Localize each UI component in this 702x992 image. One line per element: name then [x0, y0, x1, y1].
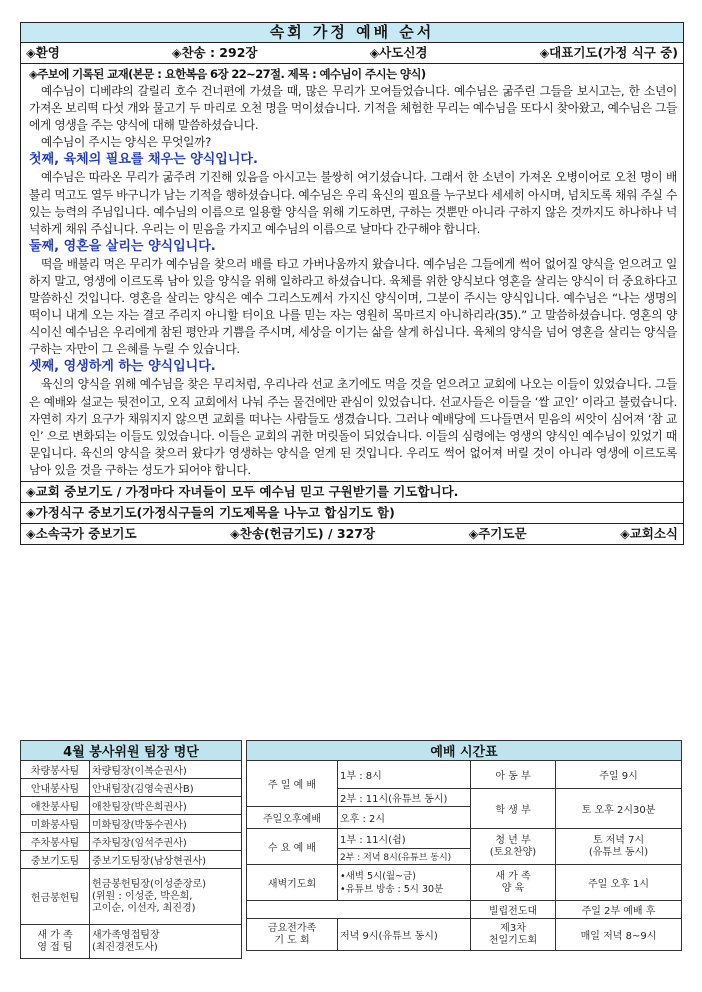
sermon-paragraph: 떡을 배불리 먹은 무리가 예수님을 찾으러 배를 타고 가버나움까지 왔습니다. 예수님은 그들에게 썩어 없어질 양식을 얻으려고 일하지 말고, 영생에 이르도록 남아 있을 양식을 위해 일하라고 하셨습니다. 육체를 위한 양식보다 영혼을 살리는 양식이 더 중요하다고 말씀하신 것입니다. 영혼을 살리는 양식은 예수 그리스도께서 가지신 양식이며, 그분이 주시는 양식입니다. 예수님은 “나는 생명의 떡이니 내게 오는 자는 결코 주리지 아니할 터이요 나를 믿는 자는 영원히 목마르지 아니하리라(35).” 고 말씀하셨습니다. 영혼의 양식이신 예수님은 우리에게 참된 평안과 기쁨을 주시며, 세상을 이기는 삶을 살게 하십니다. 육체의 양식을 넘어 영혼을 살리는 양식을 구하는 자만이 그 은혜를 누릴 수 있습니다. — [29, 256, 677, 357]
church-prayer: ◈교회 중보기도 / 가정마다 자녀들이 모두 예수님 믿고 구원받기를 기도합니다. — [21, 482, 683, 503]
dept-time: 주일 9시 — [556, 761, 682, 789]
sermon-question: 예수님이 주시는 양식은 무엇일까? — [41, 135, 212, 150]
sermon-paragraph: 예수님은 따라온 무리가 굶주려 기진해 있음을 아시고는 불쌍히 여기셨습니다. 그래서 한 소년이 가져온 오병이어로 오천 명이 배불리 먹고도 열두 바구니가 남는 기적을 행하셨습니다. 예수님은 우리 육신의 필요를 누구보다 세세히 아시며, 넘치도록 채워 주실 수 있는 능력의 주님입니다. 예수님의 이름으로 일용할 양식을 위해 기도하면, 구하는 것뿐만 아니라 구하지 않은 것까지도 하나하나 넉넉하게 채워 주십니다. 우리는 이 믿음을 가지고 예수님의 이름으로 날마다 간구해야 합니다. — [29, 170, 677, 236]
team-leader: 중보기도팀장(남상현권사) — [90, 851, 242, 869]
team-name: 새 가 족 영 접 팀 — [21, 925, 90, 959]
service-schedule-table — [246, 740, 682, 951]
schedule-header: 예배 시간표 — [247, 741, 682, 761]
service-name: 새벽기도회 — [247, 865, 338, 901]
team-name: 헌금봉헌팀 — [21, 869, 90, 925]
service-name: 금요전가족 기 도 회 — [247, 919, 338, 951]
dept-time: 토 오후 2시30분 — [556, 789, 682, 829]
dept-time: 매일 저녁 8~9시 — [556, 919, 682, 951]
service-name: 수 요 예 배 — [247, 829, 338, 865]
dept-name: 빌립전도대 — [471, 901, 556, 919]
page-title: 속회 가정 예배 순서 — [21, 23, 683, 43]
order-hymn: ◈찬송 : 292장 — [171, 45, 258, 60]
order-creed: ◈사도신경 — [369, 45, 428, 60]
service-time: 1부 : 8시 — [338, 761, 471, 789]
order-nation-prayer: ◈소속국가 중보기도 — [26, 525, 137, 541]
team-leader: 헌금봉헌팀장(이성준장로) (위원 : 이성준, 박은희, 고이순, 이선자, 최진경) — [90, 869, 242, 925]
sermon-point-1: 첫째, 육체의 필요를 채우는 양식입니다. — [29, 152, 258, 168]
team-leader: 안내팀장(김영숙권사B) — [90, 779, 242, 797]
dept-name: 청 년 부 (토요찬양) — [471, 829, 556, 865]
team-name: 주차봉사팀 — [21, 833, 90, 851]
worship-order-box — [20, 22, 684, 545]
order-news: ◈교회소식 — [620, 525, 678, 541]
team-name: 중보기도팀 — [21, 851, 90, 869]
order-row-bottom — [21, 524, 683, 544]
order-welcome: ◈환영 — [26, 45, 60, 60]
team-name: 애찬봉사팀 — [21, 797, 90, 815]
bottom-section — [20, 740, 682, 970]
dept-time: 주일 오후 1시 — [556, 865, 682, 901]
service-time: 2부 : 저녁 8시(유튜브 동시) — [338, 849, 471, 865]
team-table-header: 4월 봉사위원 팀장 명단 — [21, 741, 242, 761]
team-leaders-table — [20, 740, 242, 959]
service-name: 주 일 예 배 — [247, 761, 338, 807]
service-time: 1부 : 11시(쉼) — [338, 829, 471, 849]
sermon-heading: ◈주보에 기록된 교재(본문 : 요한복음 6장 22~27절. 제목 : 예수님이 주시는 양식) — [29, 67, 426, 81]
service-time: •새벽 5시(월~금) •유튜브 방송 : 5시 30분 — [338, 865, 471, 901]
service-time: 오후 : 2시 — [338, 807, 471, 829]
service-time: 2부 : 11시(유튜브 동시) — [338, 789, 471, 807]
team-name: 차량봉사팀 — [21, 761, 90, 779]
team-name: 안내봉사팀 — [21, 779, 90, 797]
team-leader: 주차팀장(임석주권사) — [90, 833, 242, 851]
sermon-text — [21, 64, 683, 482]
family-prayer: ◈가정식구 중보기도(가정식구들의 기도제목을 나누고 합심기도 함) — [21, 503, 683, 524]
order-lords-prayer: ◈주기도문 — [468, 525, 527, 541]
team-leader: 미화팀장(박동수권사) — [90, 815, 242, 833]
service-name: 주일오후예배 — [247, 807, 338, 829]
order-offering-hymn: ◈찬송(헌금기도) / 327장 — [230, 525, 376, 541]
sermon-point-2: 둘째, 영혼을 살리는 양식입니다. — [29, 238, 216, 254]
sermon-paragraph: 예수님이 디베랴의 갈릴리 호수 건너편에 가셨을 때, 많은 무리가 모여들었습니다. 예수님은 굶주린 그들을 보시고는, 한 소년이 가져온 보리떡 다섯 개와 물고기 두 마리로 오천 명을 먹이셨습니다. 기적을 체험한 무리는 예수님을 또다시 찾아왔고, 예수님은 그들에게 영생을 주는 양식에 대해 말씀하셨습니다. — [29, 84, 677, 133]
team-leader: 새가족영접팀장 (최진경전도사) — [90, 925, 242, 959]
dept-name: 제3차 천일기도회 — [471, 919, 556, 951]
order-row-top — [21, 43, 683, 64]
service-time: 저녁 9시(유튜브 동시) — [338, 919, 471, 951]
sermon-paragraph: 육신의 양식을 위해 예수님을 찾은 무리처럼, 우리나라 선교 초기에도 먹을 것을 얻으려고 교회에 나오는 이들이 있었습니다. 그들은 예배와 설교는 뒷전이고, 오직 교회에서 나눠 주는 물건에만 관심이 있었습니다. 선교사들은 이들을 ‘쌀 교인’ 이라고 불렀습니다. 자연히 자기 요구가 채워지지 않으면 교회를 떠나는 사람들도 생겼습니다. 그러나 예배당에 드나들면서 믿음의 씨앗이 심어져 ‘참 교인’ 으로 변화되는 이들도 있었습니다. 이들은 교회의 귀한 머릿돌이 되었습니다. 이들의 심령에는 영생의 양식인 예수님이 있었기 때문입니다. 육신의 양식을 찾으러 왔다가 영생하는 양식을 얻게 된 것입니다. 우리도 썩어 없어져 버릴 것이 아니라 영생에 이르도록 남아 있을 것을 구하는 성도가 되어야 합니다. — [29, 377, 677, 477]
team-leader: 차량팀장(이복순권사) — [90, 761, 242, 779]
team-name: 미화봉사팀 — [21, 815, 90, 833]
dept-name: 새 가 족 양 육 — [471, 865, 556, 901]
dept-name: 학 생 부 — [471, 789, 556, 829]
order-prayer: ◈대표기도(가정 식구 중) — [539, 45, 678, 60]
team-leader: 애찬팀장(박은희권사) — [90, 797, 242, 815]
dept-time: 주일 2부 예배 후 — [556, 901, 682, 919]
dept-time: 토 저녁 7시 (유튜브 동시) — [556, 829, 682, 865]
sermon-point-3: 셋째, 영생하게 하는 양식입니다. — [29, 359, 216, 375]
dept-name: 아 동 부 — [471, 761, 556, 789]
